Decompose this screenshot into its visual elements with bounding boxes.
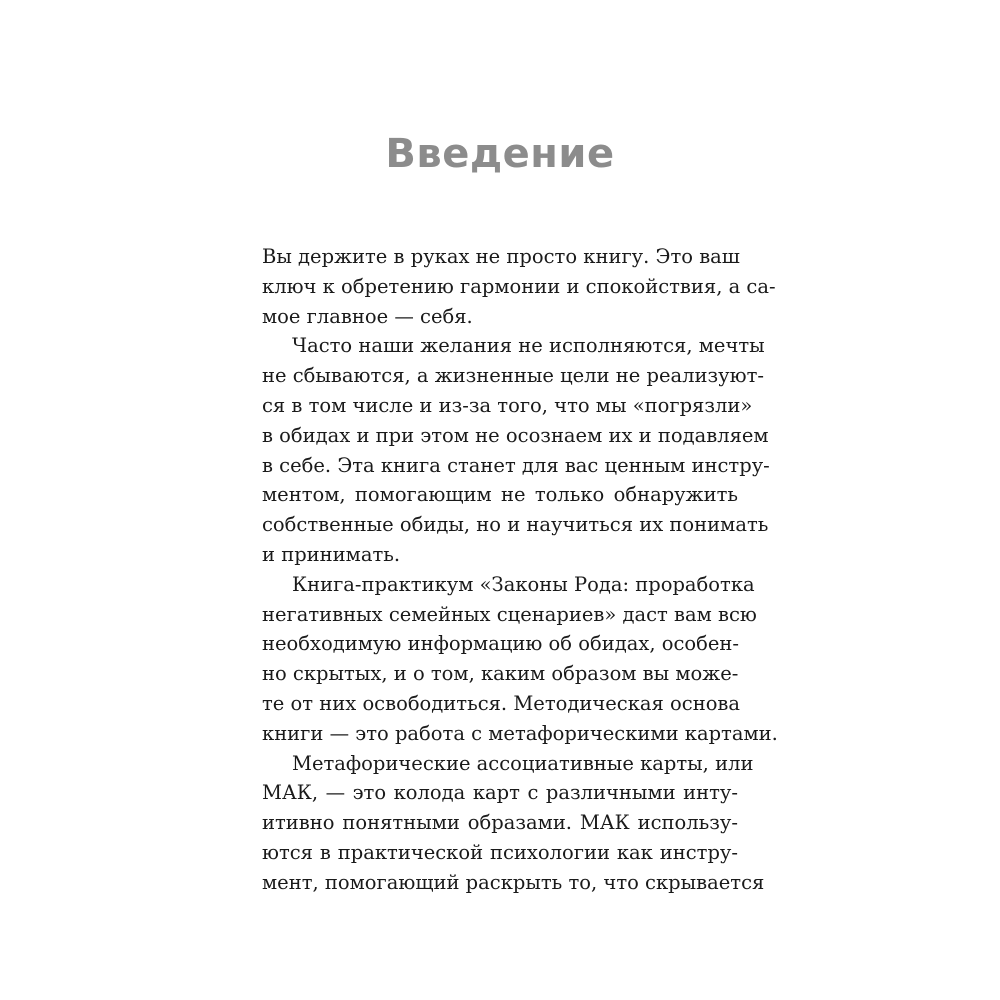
- text-line: ментом, помогающим не только обнаружить: [262, 483, 738, 507]
- text-line: мент, помогающий раскрыть то, что скрывается: [262, 870, 765, 894]
- text-line: в себе. Эта книга станет для вас ценным инстру-: [262, 453, 770, 477]
- text-line: в обидах и при этом не осознаем их и подавляем: [262, 423, 769, 447]
- text-line: собственные обиды, но и научиться их понимать: [262, 513, 769, 537]
- text-line: и принимать.: [262, 542, 401, 566]
- text-line: те от них освободиться. Методическая основа: [262, 691, 741, 715]
- body-text: [262, 242, 778, 898]
- text-line: книги — это работа с метафорическими картами.: [262, 721, 778, 745]
- text-line: Часто наши желания не исполняются, мечты: [292, 334, 765, 358]
- chapter-title: Введение: [385, 131, 615, 177]
- text-line: не сбываются, а жизненные цели не реализуют-: [262, 364, 764, 388]
- text-line: Вы держите в руках не просто книгу. Это ваш: [262, 245, 740, 268]
- text-line: МАК, — это колода карт с различными инту-: [262, 781, 738, 805]
- text-line: итивно понятными образами. МАК использу-: [262, 811, 738, 835]
- text-line: ключ к обретению гармонии и спокойствия, а са-: [262, 274, 776, 298]
- text-line: ются в практической психологии как инстру-: [262, 840, 738, 864]
- text-line: ся в том числе и из-за того, что мы «погрязли»: [262, 393, 753, 417]
- text-line: негативных семейных сценариев» даст вам всю: [262, 602, 757, 626]
- text-line: Книга-практикум «Законы Рода: проработка: [292, 572, 755, 596]
- text-line: Метафорические ассоциативные карты, или: [292, 751, 754, 775]
- text-line: мое главное — себя.: [262, 304, 473, 328]
- text-line: но скрытых, и о том, каким образом вы може-: [262, 662, 739, 686]
- text-line: необходимую информацию об обидах, особен-: [262, 632, 740, 656]
